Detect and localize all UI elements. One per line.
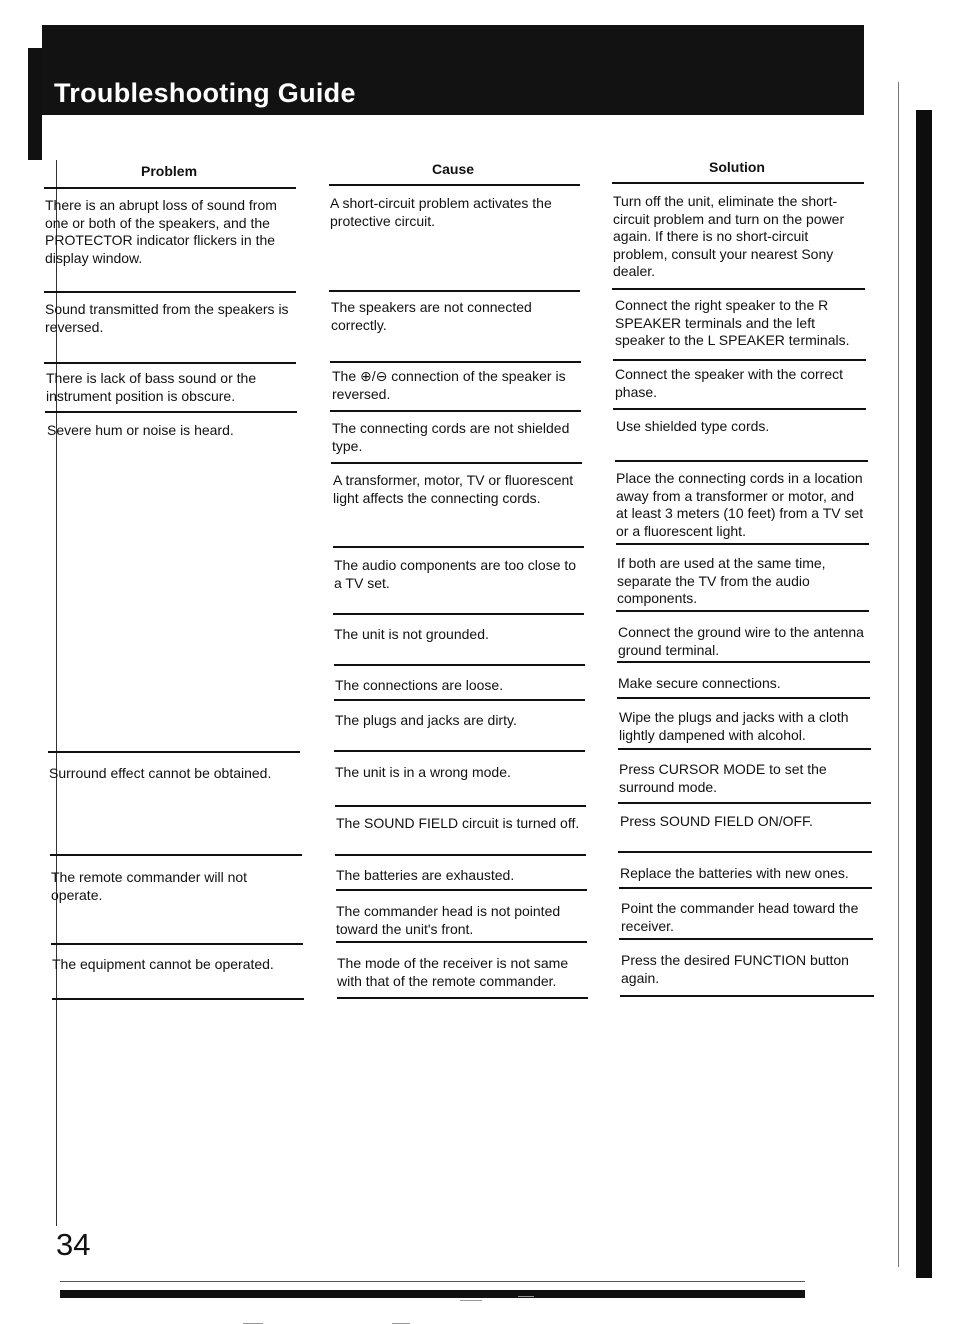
cause-cell: The batteries are exhausted.: [336, 867, 515, 883]
rule: [617, 661, 870, 663]
problem-cell: There is lack of bass sound or the instrument position is obscure.: [46, 370, 257, 404]
rule: [615, 460, 868, 462]
rule: [336, 889, 587, 891]
solution-cell: Connect the right speaker to the R SPEAKER terminals and the left speaker to the L SPEAKER terminals.: [615, 297, 850, 348]
rule: [45, 411, 297, 413]
solution-cell: If both are used at the same time, separate the TV from the audio components.: [617, 555, 826, 606]
rule: [334, 664, 585, 666]
problem-cell: The remote commander will not operate.: [51, 869, 248, 903]
problem-cell: There is an abrupt loss of sound from one or both of the speakers, and the PROTECTOR indicator flickers in the display window.: [45, 197, 277, 266]
column-header-problem: Problem: [141, 163, 198, 179]
rule: [612, 182, 864, 184]
solution-cell: Place the connecting cords in a location away from a transformer or motor, and at least 3 meters (10 feet) from a TV set or a fluorescent light.: [616, 470, 864, 539]
cause-cell: The audio components are too close to a TV set.: [334, 557, 577, 591]
cause-cell: The commander head is not pointed toward the unit's front.: [336, 903, 561, 937]
rule: [620, 995, 874, 997]
cause-cell: The speakers are not connected correctly.: [331, 299, 532, 333]
right-edge-bar: [916, 110, 932, 1278]
rule: [44, 187, 296, 189]
header-side-bar: [28, 48, 42, 160]
solution-cell: Press the desired FUNCTION button again.: [621, 952, 849, 986]
rule: [613, 408, 866, 410]
solution-cell: Use shielded type cords.: [616, 418, 770, 434]
rule: [616, 543, 869, 545]
solution-cell: Replace the batteries with new ones.: [620, 865, 849, 881]
rule: [51, 943, 303, 945]
solution-cell: Connect the ground wire to the antenna ground terminal.: [618, 624, 864, 658]
footer-bar: [60, 1290, 805, 1298]
rule: [329, 290, 580, 292]
rule: [616, 610, 869, 612]
cause-cell: The SOUND FIELD circuit is turned off.: [336, 815, 580, 831]
rule: [335, 854, 586, 856]
cause-cell: A transformer, motor, TV or fluorescent light affects the connecting cords.: [333, 472, 574, 506]
rule: [330, 410, 581, 412]
footer-thin-line: [60, 1281, 805, 1282]
rule: [336, 941, 587, 943]
scan-mark: [460, 1300, 482, 1301]
scan-mark: [518, 1296, 534, 1297]
rule: [52, 998, 304, 1000]
cause-cell: The mode of the receiver is not same with that of the remote commander.: [337, 955, 569, 989]
rule: [618, 802, 871, 804]
column-header-cause: Cause: [432, 161, 475, 177]
column-header-solution: Solution: [709, 159, 765, 175]
rule: [335, 805, 586, 807]
solution-cell: Press SOUND FIELD ON/OFF.: [620, 813, 813, 829]
page-number: 34: [56, 1227, 91, 1262]
rule: [331, 462, 582, 464]
solution-cell: Make secure connections.: [618, 675, 781, 691]
problem-cell: Severe hum or noise is heard.: [47, 422, 234, 438]
rule: [333, 613, 584, 615]
rule: [333, 546, 584, 548]
problem-cell: Sound transmitted from the speakers is reversed.: [45, 301, 289, 335]
solution-cell: Point the commander head toward the receiver.: [621, 900, 859, 934]
cause-cell: The ⊕/⊖ connection of the speaker is reversed.: [332, 368, 566, 402]
rule: [44, 362, 296, 364]
rule: [619, 938, 873, 940]
problem-cell: The equipment cannot be operated.: [52, 956, 274, 972]
page-title: Troubleshooting Guide: [54, 78, 356, 108]
rule: [334, 699, 585, 701]
cause-cell: The unit is not grounded.: [334, 626, 489, 642]
solution-cell: Wipe the plugs and jacks with a cloth lightly dampened with alcohol.: [619, 709, 849, 743]
rule: [619, 887, 872, 889]
rule: [337, 997, 588, 999]
rule: [330, 361, 581, 363]
rule: [48, 751, 300, 753]
rule: [329, 184, 580, 186]
rule: [613, 359, 866, 361]
cause-cell: The unit is in a wrong mode.: [335, 764, 511, 780]
rule: [50, 854, 302, 856]
rule: [334, 750, 585, 752]
rule: [618, 748, 871, 750]
cause-cell: The connections are loose.: [335, 677, 504, 693]
rule: [618, 851, 872, 853]
problem-cell: Surround effect cannot be obtained.: [49, 765, 272, 781]
cause-cell: A short-circuit problem activates the protective circuit.: [330, 195, 552, 229]
right-margin-line: [898, 82, 899, 1267]
rule: [44, 291, 296, 293]
solution-cell: Turn off the unit, eliminate the short-circuit problem and turn on the power again. If there is no short-circuit problem, consult your nearest Sony dealer.: [613, 193, 845, 279]
rule: [617, 697, 870, 699]
solution-cell: Press CURSOR MODE to set the surround mode.: [619, 761, 827, 795]
cause-cell: The connecting cords are not shielded type.: [332, 420, 570, 454]
solution-cell: Connect the speaker with the correct phase.: [615, 366, 844, 400]
cause-cell: The plugs and jacks are dirty.: [335, 712, 517, 728]
rule: [612, 288, 865, 290]
